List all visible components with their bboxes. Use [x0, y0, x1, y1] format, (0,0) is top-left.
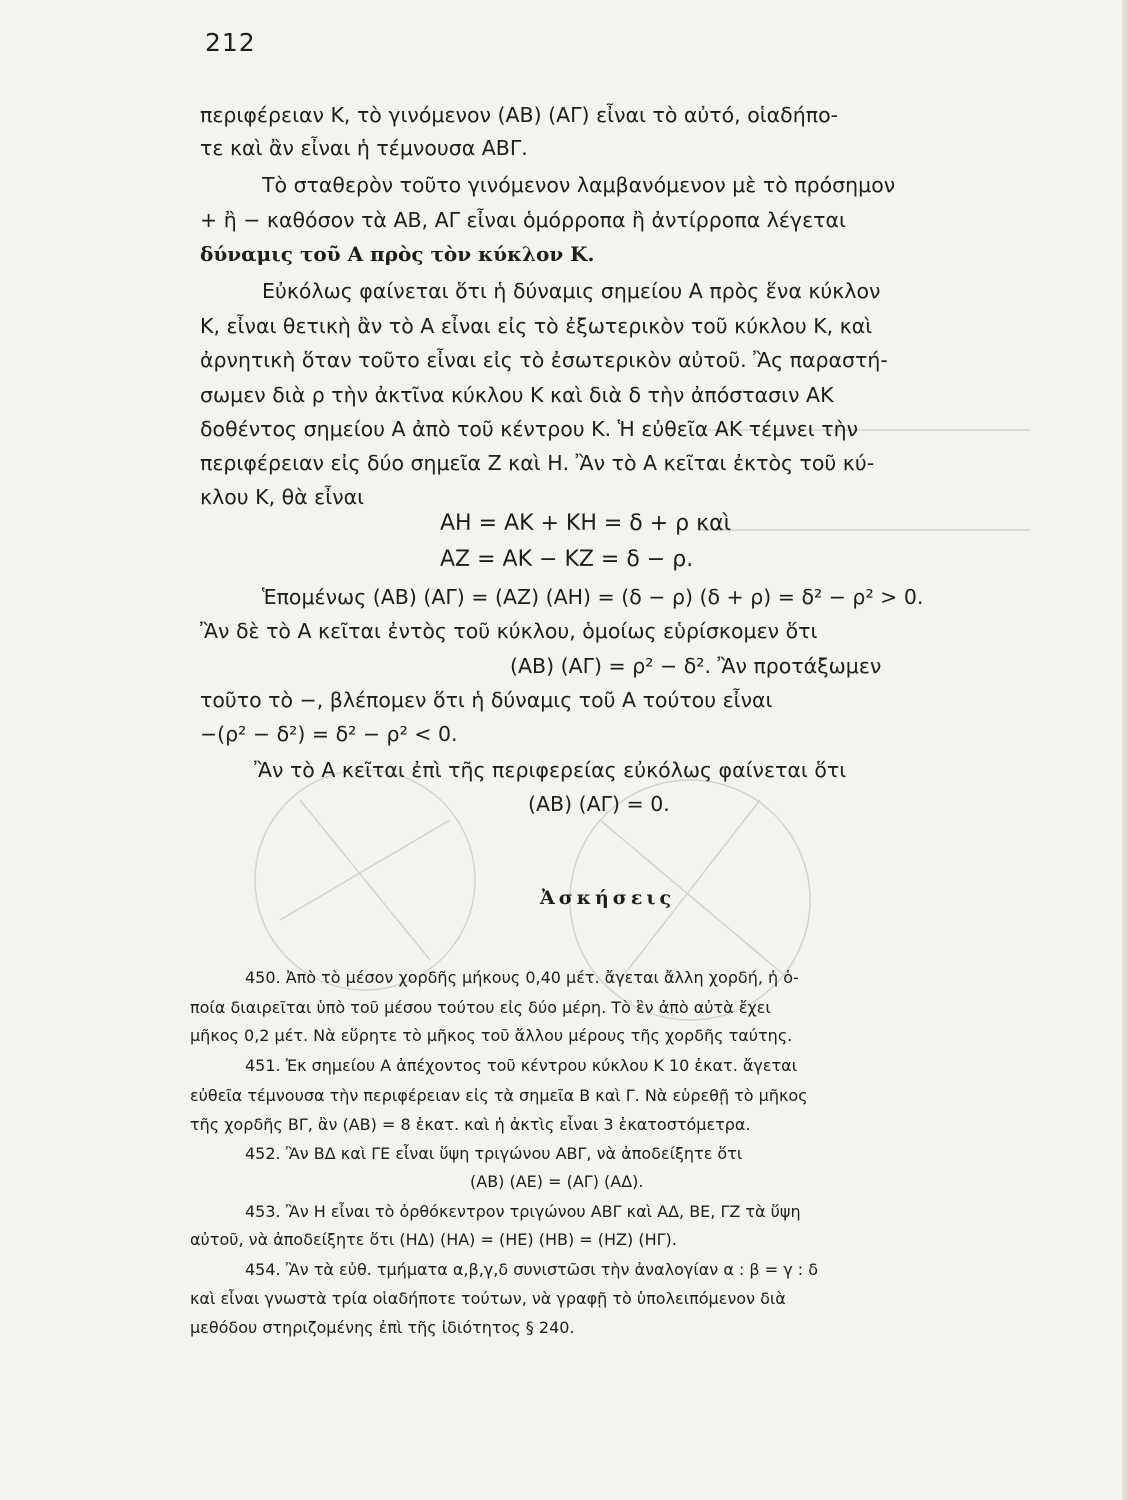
text-line: (ΑΒ) (ΑΓ) = ρ² − δ². Ἂν προτάξωμεν	[510, 654, 882, 678]
exercise-line: εὐθεῖα τέμνουσα τὴν περιφέρειαν εἰς τὰ σημεῖα Β καὶ Γ. Νὰ εὑρεθῇ τὸ μῆκος	[190, 1086, 808, 1105]
text-line: τε καὶ ἂν εἶναι ἡ τέμνουσα ΑΒΓ.	[200, 136, 528, 160]
exercise-line: 454. Ἂν τὰ εὐθ. τμήματα α,β,γ,δ συνιστῶσι τὴν ἀναλογίαν α : β = γ : δ	[245, 1260, 819, 1279]
text-line: περιφέρειαν εἰς δύο σημεῖα Ζ καὶ Η. Ἂν τὸ Α κεῖται ἐκτὸς τοῦ κύ-	[200, 451, 875, 475]
text-line: περιφέρειαν Κ, τὸ γινόμενον (ΑΒ) (ΑΓ) εἶναι τὸ αὐτό, οἱαδήπο-	[200, 103, 839, 127]
text-line: δοθέντος σημείου Α ἀπὸ τοῦ κέντρου Κ. Ἡ εὐθεῖα ΑΚ τέμνει τὴν	[200, 417, 859, 441]
text-line: σωμεν διὰ ρ τὴν ἀκτῖνα κύκλου Κ καὶ διὰ δ τὴν ἀπόστασιν ΑΚ	[200, 383, 834, 407]
exercise-line: τῆς χορδῆς ΒΓ, ἂν (ΑΒ) = 8 ἑκατ. καὶ ἡ ἀκτὶς εἶναι 3 ἑκατοστόμετρα.	[190, 1115, 751, 1134]
text-line: ἀρνητικὴ ὅταν τοῦτο εἶναι εἰς τὸ ἐσωτερικὸν αὐτοῦ. Ἂς παραστή-	[200, 348, 888, 372]
exercise-line: μῆκος 0,2 μέτ. Νὰ εὕρητε τὸ μῆκος τοῦ ἄλλου μέρους τῆς χορδῆς ταύτης.	[190, 1026, 793, 1045]
text-line: Ἂν δὲ τὸ Α κεῖται ἐντὸς τοῦ κύκλου, ὁμοίως εὑρίσκομεν ὅτι	[200, 619, 818, 643]
text-line: τοῦτο τὸ −, βλέπομεν ὅτι ἡ δύναμις τοῦ Α τούτου εἶναι	[200, 688, 773, 712]
equation-line: ΑΗ = ΑΚ + ΚΗ = δ + ρ καὶ	[440, 511, 732, 536]
exercise-line: καὶ εἶναι γνωστὰ τρία οἱαδήποτε τούτων, νὰ γραφῇ τὸ ὑπολειπόμενον διὰ	[190, 1289, 786, 1308]
exercise-line: ποία διαιρεῖται ὑπὸ τοῦ μέσου τούτου εἰς δύο μέρη. Τὸ ἓν ἀπὸ αὐτὰ ἔχει	[190, 998, 771, 1017]
text-line: + ἢ − καθόσον τὰ ΑΒ, ΑΓ εἶναι ὁμόρροπα ἢ ἀντίρροπα λέγεται	[200, 208, 846, 232]
text-line: Ἂν τὸ Α κεῖται ἐπὶ τῆς περιφερείας εὐκόλως φαίνεται ὅτι	[254, 758, 847, 782]
exercise-line: 453. Ἂν Η εἶναι τὸ ὀρθόκεντρον τριγώνου ΑΒΓ καὶ ΑΔ, ΒΕ, ΓΖ τὰ ὕψη	[245, 1202, 801, 1221]
exercise-line: μεθόδου στηριζομένης ἐπὶ τῆς ἰδιότητος § 240.	[190, 1318, 575, 1337]
text-line: Ἑπομένως (ΑΒ) (ΑΓ) = (ΑΖ) (ΑΗ) = (δ − ρ) (δ + ρ) = δ² − ρ² > 0.	[262, 585, 924, 609]
page-number: 212	[205, 28, 256, 57]
text-line: Κ, εἶναι θετικὴ ἂν τὸ Α εἶναι εἰς τὸ ἐξωτερικὸν τοῦ κύκλου Κ, καὶ	[200, 314, 873, 338]
exercise-line: αὐτοῦ, νὰ ἀποδείξητε ὅτι (ΗΔ) (ΗΑ) = (ΗΕ) (ΗΒ) = (ΗΖ) (ΗΓ).	[190, 1230, 677, 1249]
exercise-line: 452. Ἂν ΒΔ καὶ ΓΕ εἶναι ὕψη τριγώνου ΑΒΓ, νὰ ἀποδείξητε ὅτι	[245, 1144, 743, 1163]
exercise-line: (ΑΒ) (ΑΕ) = (ΑΓ) (ΑΔ).	[470, 1172, 644, 1191]
text-line: κλου Κ, θὰ εἶναι	[200, 485, 365, 509]
page-edge-shadow	[1122, 0, 1128, 1500]
text-line: −(ρ² − δ²) = δ² − ρ² < 0.	[200, 722, 458, 746]
text-line: Τὸ σταθερὸν τοῦτο γινόμενον λαμβανόμενον μὲ τὸ πρόσημον	[262, 173, 896, 197]
equation-line: ΑΖ = ΑΚ − ΚΖ = δ − ρ.	[440, 547, 694, 572]
text-line: Εὐκόλως φαίνεται ὅτι ἡ δύναμις σημείου Α πρὸς ἕνα κύκλον	[262, 279, 881, 303]
exercise-line: 450. Ἀπὸ τὸ μέσον χορδῆς μήκους 0,40 μέτ. ἄγεται ἄλλη χορδή, ἡ ὁ-	[245, 968, 799, 987]
text-line: (ΑΒ) (ΑΓ) = 0.	[528, 792, 670, 816]
exercises-heading: Ἀσκήσεις	[540, 887, 676, 909]
definition-bold-line: δύναμις τοῦ Α πρὸς τὸν κύκλον Κ.	[200, 242, 595, 266]
exercise-line: 451. Ἐκ σημείου Α ἀπέχοντος τοῦ κέντρου κύκλου Κ 10 ἑκατ. ἄγεται	[245, 1056, 798, 1075]
